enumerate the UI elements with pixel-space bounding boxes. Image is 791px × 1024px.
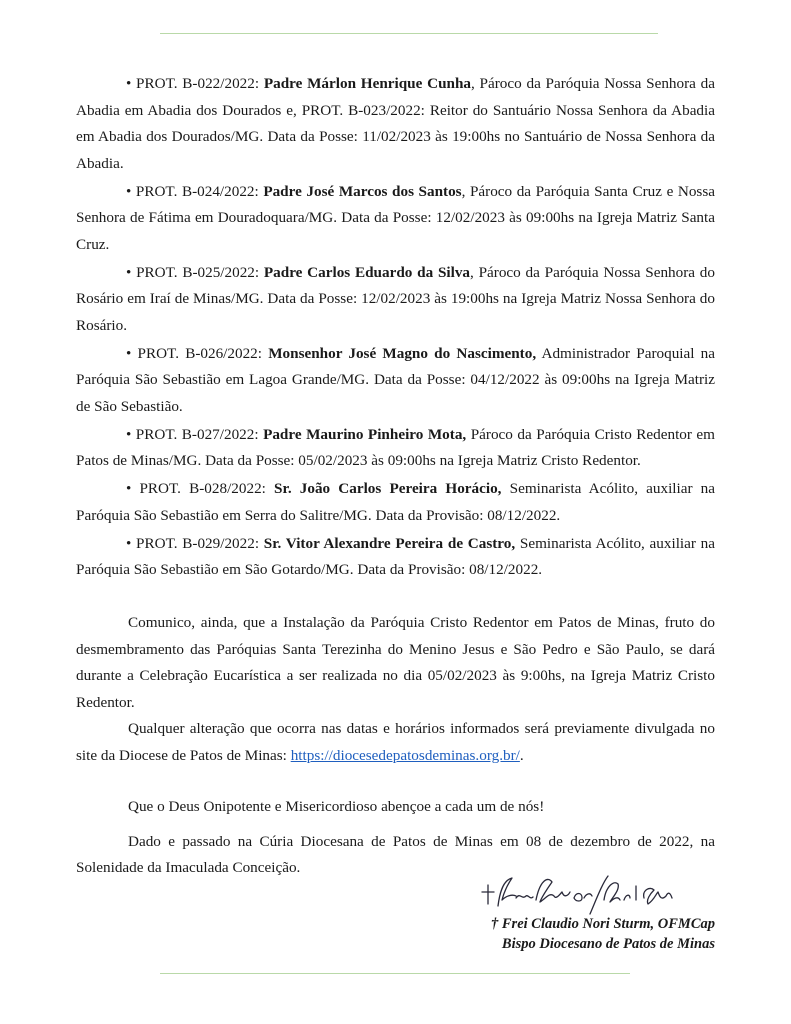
spacer (76, 769, 715, 794)
list-item: • PROT. B-022/2022: Padre Márlon Henrique Cunha, Pároco da Paróquia Nossa Senhora da Abadia em Abadia dos Dourados e, PROT. B-023/2022: Reitor do Santuário Nossa Senhora da Abadia em Abadia dos Dourados/MG. Data da Posse: 11/02/2023 às 19:00hs no Santuário de Nossa Senhora da Abadia. (76, 75, 715, 172)
spacer (76, 821, 715, 829)
list-item: • PROT. B-027/2022: Padre Maurino Pinheiro Mota, Pároco da Paróquia Cristo Redentor em Patos de Minas/MG. Data da Posse: 05/02/2023 às 09:00hs na Igreja Matriz Cristo Redentor. (76, 425, 715, 469)
list-item: • PROT. B-028/2022: Sr. João Carlos Pereira Horácio, Seminarista Acólito, auxiliar na Paróquia São Sebastião em Serra do Salitre/MG. Data da Provisão: 08/12/2022. (76, 480, 716, 524)
handwritten-signature (478, 870, 678, 920)
list-item: • PROT. B-025/2022: Padre Carlos Eduardo da Silva, Pároco da Paróquia Nossa Senhora do Rosário em Iraí de Minas/MG. Data da Posse: 12/02/2023 às 19:00hs na Igreja Matriz Nossa Senhora do Rosário. (76, 263, 715, 334)
changes-paragraph: Qualquer alteração que ocorra nas datas e horários informados será previamente divulgada no site da Diocese de Patos de Minas: https://diocesedepatosdeminas.org.br/. (76, 720, 715, 764)
list-item: • PROT. B-029/2022: Sr. Vitor Alexandre Pereira de Castro, Seminarista Acólito, auxiliar na Paróquia São Sebastião em São Gotardo/MG. Data da Provisão: 08/12/2022. (76, 534, 715, 578)
blessing-paragraph: Que o Deus Onipotente e Misericordioso abençoe a cada um de nós! (128, 798, 545, 815)
signer-name: † Frei Claudio Nori Sturm, OFMCap (491, 916, 715, 932)
installation-paragraph: Comunico, ainda, que a Instalação da Paróquia Cristo Redentor em Patos de Minas, fruto do desmembramento das Paróquias Santa Terezinha do Menino Jesus e São Pedro e São Paulo, se dará durante a Celebração Eucarística a ser realizada no dia 05/02/2023 às 9:00hs, na Igreja Matriz Cristo Redentor. (76, 614, 715, 711)
top-divider (160, 33, 658, 34)
list-item: • PROT. B-026/2022: Monsenhor José Magno do Nascimento, Administrador Paroquial na Paróquia São Sebastião em Lagoa Grande/MG. Data da Posse: 04/12/2022 às 09:00hs na Igreja Matriz de São Sebastião. (76, 344, 715, 415)
signature-block (491, 914, 715, 954)
bottom-divider (160, 973, 630, 974)
list-item: • PROT. B-024/2022: Padre José Marcos dos Santos, Pároco da Paróquia Santa Cruz e Nossa Senhora de Fátima em Douradoquara/MG. Data da Posse: 12/02/2023 às 09:00hs na Igreja Matriz Santa Cruz. (76, 182, 715, 253)
spacer (76, 585, 715, 610)
signer-title: Bispo Diocesano de Patos de Minas (501, 936, 715, 952)
document-body (76, 71, 715, 882)
closing-paragraph: Dado e passado na Cúria Diocesana de Patos de Minas em 08 de dezembro de 2022, na Solenidade da Imaculada Conceição. (76, 832, 715, 876)
diocese-website-link[interactable]: https://diocesedepatosdeminas.org.br/ (290, 746, 520, 764)
